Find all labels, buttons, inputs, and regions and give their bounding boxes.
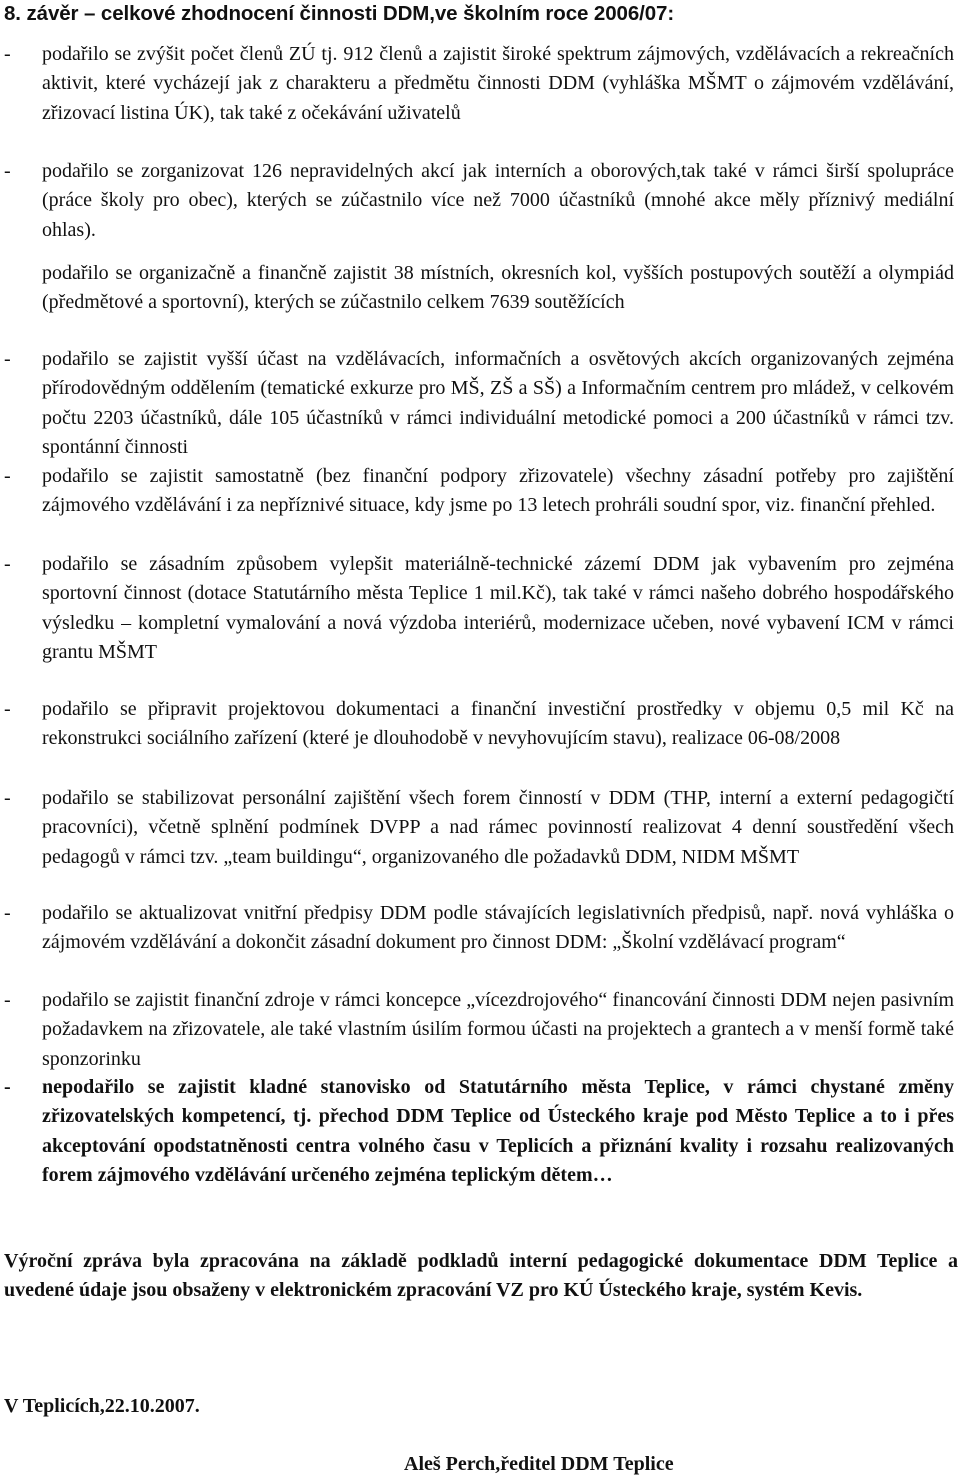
list-item-text: podařilo se organizačně a finančně zajistit 38 místních, okresních kol, vyšších postupových soutěží a olympiád (předmětové a sportovní), kterých se zúčastnilo celkem 7639 soutěžících [42, 262, 954, 314]
list-item [4, 1073, 954, 1190]
list-dash: - [4, 553, 11, 575]
list-item [4, 784, 954, 872]
list-item [4, 40, 954, 128]
list-item [4, 550, 954, 667]
list-item [4, 345, 954, 462]
list-item [4, 462, 954, 521]
list-item-text: podařilo se zajistit vyšší účast na vzdělávacích, informačních a osvětových akcích organizovaných zejména přírodovědným oddělením (tematické exkurze pro MŠ, ZŠ a SŠ) a Informačním centrem pro mládež, v celkovém počtu 2203 účastníků, dále 105 účastníků v rámci individuální metodické pomoci a 200 účastníků v rámci tzv. spontánní činnosti [42, 348, 954, 458]
list-item [4, 899, 954, 958]
list-dash: - [4, 989, 11, 1011]
list-item-text: podařilo se zajistit finanční zdroje v rámci koncepce „vícezdrojového“ financování činnosti DDM nejen pasivním požadavkem na zřizovatele, ale také vlastním úsilím formou účasti na projektech a grantech a v menší formě také sponzorinku [42, 989, 954, 1070]
list-item-text: podařilo se zásadním způsobem vylepšit materiálně-technické zázemí DDM jak vybavením pro zejména sportovní činnost (dotace Statutárního města Teplice 1 mil.Kč), tak také v rámci našeho dobrého hospodářského výsledku – kompletní vymalování a nová výzdoba interiérů, modernizace učeben, nové vybavení ICM v rámci grantu MŠMT [42, 553, 954, 663]
list-dash: - [4, 698, 11, 720]
list-dash: - [4, 1076, 11, 1098]
list-item [4, 695, 954, 754]
list-dash: - [4, 902, 11, 924]
list-dash: - [4, 787, 11, 809]
list-dash: - [4, 465, 11, 487]
date-line: V Teplicích,22.10.2007. [4, 1395, 200, 1417]
list-dash: - [4, 348, 11, 370]
signature: Aleš Perch,ředitel DDM Teplice [404, 1453, 674, 1475]
list-item-text: podařilo se zajistit samostatně (bez finanční podpory zřizovatele) všechny zásadní potřeby pro zajištění zájmového vzdělávání i za nepříznivé situace, kdy jsme po 13 letech prohráli soudní spor, viz. finanční přehled. [42, 465, 954, 517]
list-item-text: podařilo se připravit projektovou dokumentaci a finanční investiční prostředky v objemu 0,5 mil Kč na rekonstrukci sociálního zařízení (které je dlouhodobě v nevyhovujícím stavu), realizace 06-08/2008 [42, 698, 954, 750]
list-item-text: podařilo se zorganizovat 126 nepravidelných akcí jak interních a oborových,tak také v rámci širší spolupráce (práce školy pro obec), kterých se zúčastnilo více než 7000 účastníků (mnohé akce měly příznivý mediální ohlas). [42, 160, 954, 241]
list-item-text: podařilo se zvýšit počet členů ZÚ tj. 912 členů a zajistit široké spektrum zájmových, vzdělávacích a rekreačních aktivit, které vycházejí jak z charakteru a předmětu činnosti DDM (vyhláška MŠMT o zájmovém vzdělávání, zřizovací listina ÚK), tak také z očekávání uživatelů [42, 43, 954, 124]
list-item-text: podařilo se aktualizovat vnitřní předpisy DDM podle stávajících legislativních předpisů, např. nová vyhláška o zájmovém vzdělávání a dokončit zásadní dokument pro činnost DDM: „Školní vzdělávací program“ [42, 902, 954, 954]
list-dash: - [4, 160, 11, 182]
list-item [4, 259, 954, 318]
list-dash: - [4, 43, 11, 65]
section-heading: 8. závěr – celkové zhodnocení činnosti DDM,ve školním roce 2006/07: [4, 2, 675, 25]
list-item [4, 986, 954, 1074]
list-item [4, 157, 954, 245]
list-item-text: nepodařilo se zajistit kladné stanovisko od Statutárního města Teplice, v rámci chystané změny zřizovatelských kompetencí, tj. přechod DDM Teplice od Ústeckého kraje pod Město Teplice a to i přes akceptování opodstatněnosti centra volného času v Teplicích a přiznání kvality i rozsahu realizovaných forem zájmového vzdělávání určeného zejména teplickým dětem… [42, 1076, 954, 1186]
list-item-text: podařilo se stabilizovat personální zajištění všech forem činností v DDM (THP, interní a externí pedagogičtí pracovníci), včetně splnění podmínek DVPP a nad rámec povinností realizovat 4 denní soustředění všech pedagogů v rámci tzv. „team buildingu“, organizovaného dle požadavků DDM, NIDM MŠMT [42, 787, 954, 868]
footer-note: Výroční zpráva byla zpracována na základě podkladů interní pedagogické dokumentace DDM Teplice a uvedené údaje jsou obsaženy v elektronickém zpracování VZ pro KÚ Ústeckého kraje, systém Kevis. [4, 1250, 958, 1302]
